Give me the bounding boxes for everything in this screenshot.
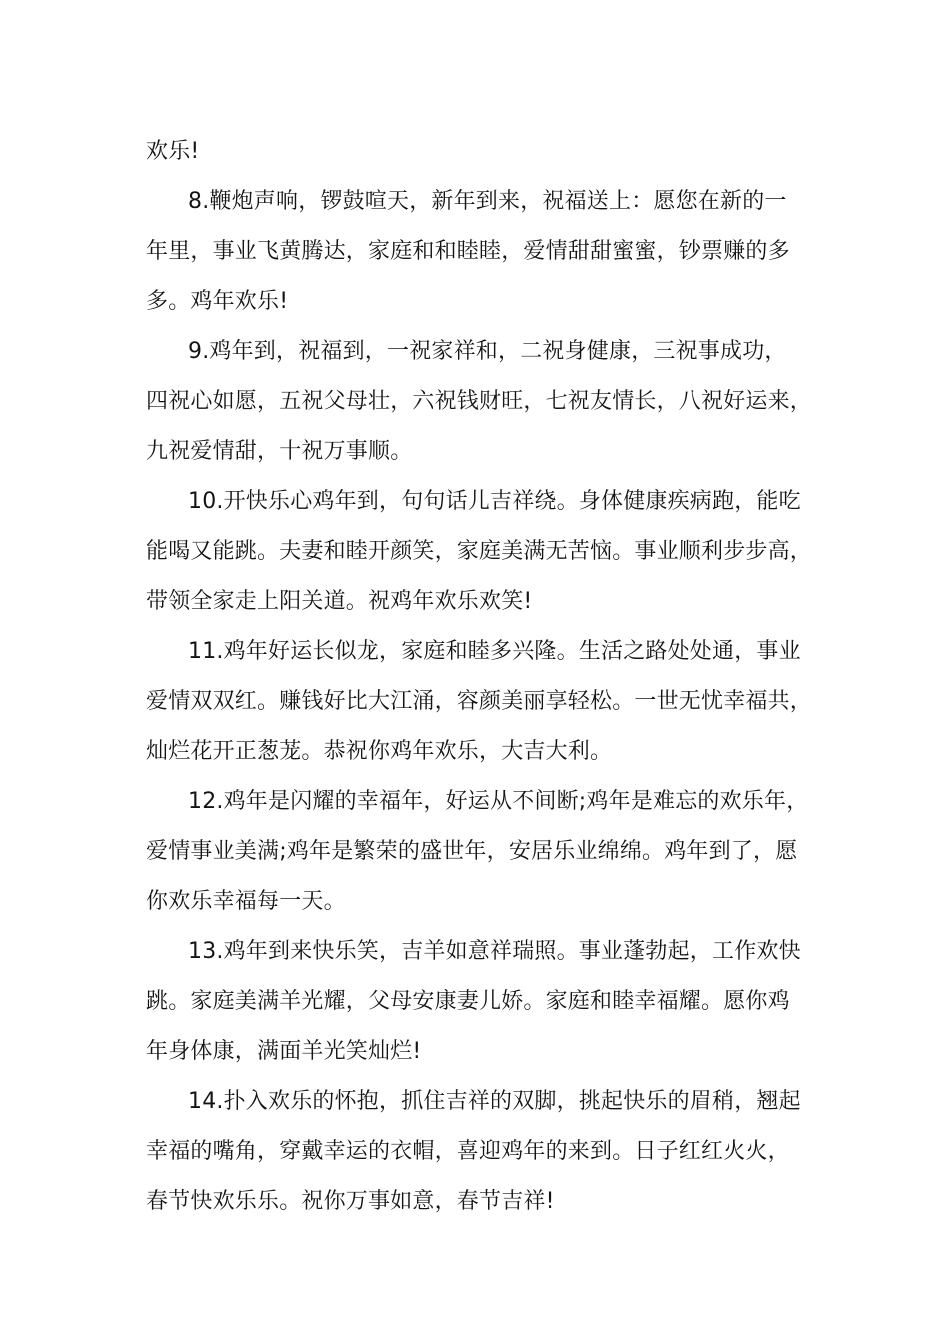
paragraph-14-line-3: 春节快欢乐乐。祝你万事如意，春节吉祥! <box>146 1189 555 1214</box>
paragraph-14-line-1: 14.扑入欢乐的怀抱，抓住吉祥的双脚，挑起快乐的眉稍，翘起 <box>188 1089 801 1114</box>
paragraph-13-line-3: 年身体康，满面羊光笑灿烂! <box>146 1039 422 1064</box>
paragraph-9-line-3: 九祝爱情甜，十祝万事顺。 <box>146 439 413 464</box>
text-line: 欢乐! <box>146 139 200 164</box>
paragraph-13-line-1: 13.鸡年到来快乐笑，吉羊如意祥瑞照。事业蓬勃起，工作欢快 <box>188 939 801 964</box>
paragraph-11-line-2: 爱情双双红。赚钱好比大江涌，容颜美丽享轻松。一世无忧幸福共， <box>146 689 813 714</box>
paragraph-10-line-3: 带领全家走上阳关道。祝鸡年欢乐欢笑! <box>146 589 533 614</box>
paragraph-12-line-1: 12.鸡年是闪耀的幸福年，好运从不间断;鸡年是难忘的欢乐年， <box>188 789 809 814</box>
paragraph-8-line-2: 年里，事业飞黄腾达，家庭和和睦睦，爱情甜甜蜜蜜，钞票赚的多 <box>146 239 790 264</box>
paragraph-10-line-1: 10.开快乐心鸡年到，句句话儿吉祥绕。身体健康疾病跑，能吃 <box>188 489 801 514</box>
paragraph-10-line-2: 能喝又能跳。夫妻和睦开颜笑，家庭美满无苦恼。事业顺利步步高， <box>146 539 813 564</box>
paragraph-12-line-3: 你欢乐幸福每一天。 <box>146 889 346 914</box>
paragraph-12-line-2: 爱情事业美满;鸡年是繁荣的盛世年，安居乐业绵绵。鸡年到了，愿 <box>146 839 798 864</box>
paragraph-8-line-3: 多。鸡年欢乐! <box>146 289 289 314</box>
paragraph-14-line-2: 幸福的嘴角，穿戴幸运的衣帽，喜迎鸡年的来到。日子红红火火， <box>146 1139 790 1164</box>
paragraph-11-line-1: 11.鸡年好运长似龙，家庭和睦多兴隆。生活之路处处通，事业 <box>188 639 801 664</box>
paragraph-13-line-2: 跳。家庭美满羊光耀，父母安康妻儿娇。家庭和睦幸福耀。愿你鸡 <box>146 989 790 1014</box>
paragraph-9-line-1: 9.鸡年到，祝福到，一祝家祥和，二祝身健康，三祝事成功， <box>188 339 787 364</box>
paragraph-9-line-2: 四祝心如愿，五祝父母壮，六祝钱财旺，七祝友情长，八祝好运来， <box>146 389 813 414</box>
paragraph-8-line-1: 8.鞭炮声响，锣鼓喧天，新年到来，祝福送上：愿您在新的一 <box>188 189 787 214</box>
paragraph-11-line-3: 灿烂花开正葱茏。恭祝你鸡年欢乐，大吉大利。 <box>146 739 613 764</box>
